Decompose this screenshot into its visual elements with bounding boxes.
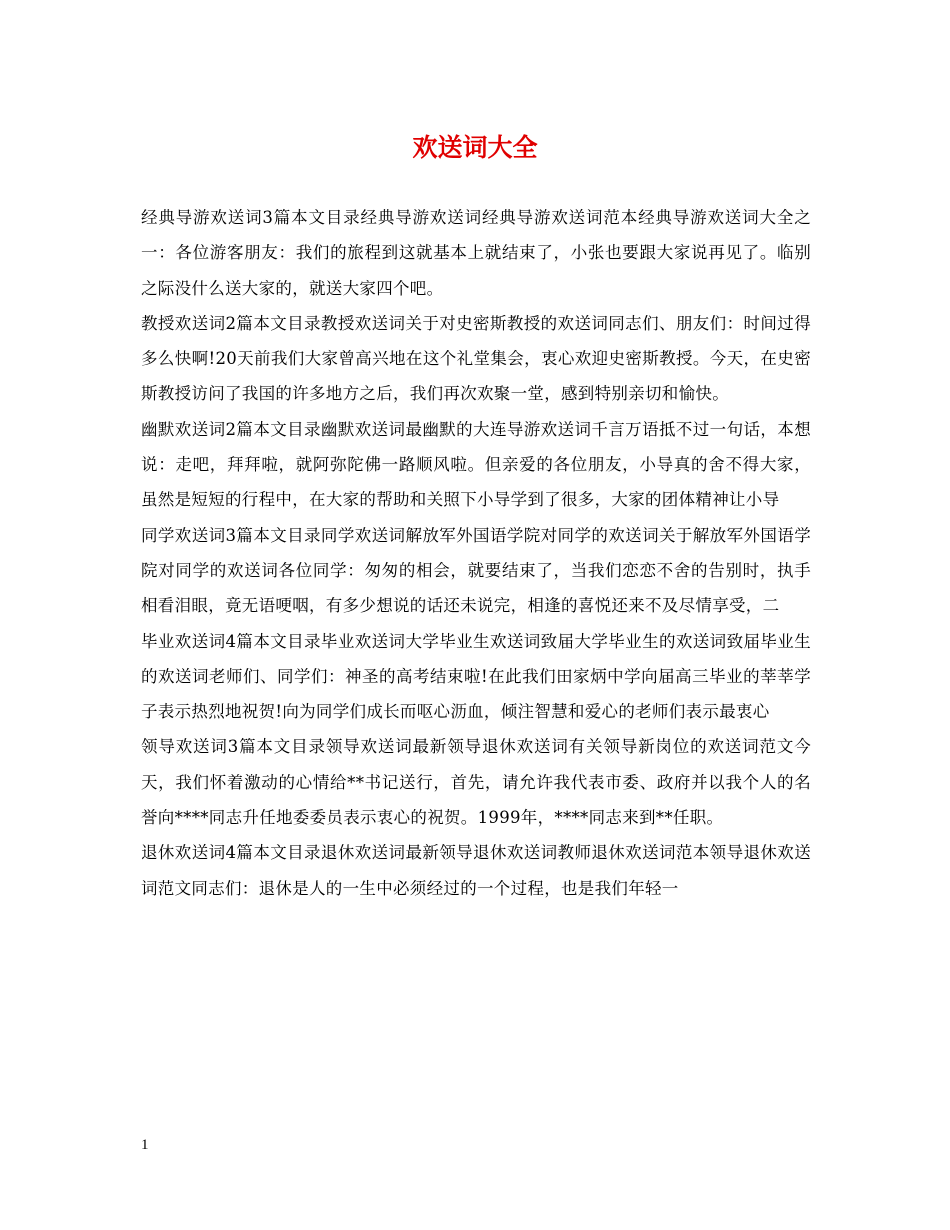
- paragraph-leader-farewell: 领导欢送词3篇本文目录领导欢送词最新领导退休欢送词有关领导新岗位的欢送词范文今天，我们怀着激动的心情给**书记送行，首先，请允许我代表市委、政府并以我个人的名誉向****同志升任地委委员表示衷心的祝贺。1999年，****同志来到**任职。: [141, 737, 811, 828]
- document-title: 欢送词大全: [412, 133, 538, 162]
- document-body: [141, 200, 811, 906]
- paragraph-retirement-farewell: 退休欢送词4篇本文目录退休欢送词最新领导退休欢送词教师退休欢送词范本领导退休欢送词范文同志们：退休是人的一生中必须经过的一个过程，也是我们年轻一: [141, 843, 811, 898]
- paragraph-graduation-farewell: 毕业欢送词4篇本文目录毕业欢送词大学毕业生欢送词致届大学毕业生的欢送词致届毕业生的欢送词老师们、同学们：神圣的高考结束啦!在此我们田家炳中学向届高三毕业的莘莘学子表示热烈地祝贺!向为同学们成长而呕心沥血，倾注智慧和爱心的老师们表示最衷心: [141, 631, 811, 722]
- paragraph-humorous-farewell: 幽默欢送词2篇本文目录幽默欢送词最幽默的大连导游欢送词千言万语抵不过一句话，本想说：走吧，拜拜啦，就阿弥陀佛一路顺风啦。但亲爱的各位朋友，小导真的舍不得大家，虽然是短短的行程中，在大家的帮助和关照下小导学到了很多，大家的团体精神让小导: [141, 419, 811, 510]
- paragraph-professor-farewell: 教授欢送词2篇本文目录教授欢送词关于对史密斯教授的欢送词同志们、朋友们：时间过得多么快啊!20天前我们大家曾高兴地在这个礼堂集会，衷心欢迎史密斯教授。今天，在史密斯教授访问了我国的许多地方之后，我们再次欢聚一堂，感到特别亲切和愉快。: [141, 313, 811, 404]
- page-number: 1: [141, 1137, 149, 1153]
- paragraph-tour-guide-farewell: 经典导游欢送词3篇本文目录经典导游欢送词经典导游欢送词范本经典导游欢送词大全之一：各位游客朋友：我们的旅程到这就基本上就结束了，小张也要跟大家说再见了。临别之际没什么送大家的，就送大家四个吧。: [141, 208, 811, 298]
- paragraph-classmate-farewell: 同学欢送词3篇本文目录同学欢送词解放军外国语学院对同学的欢送词关于解放军外国语学院对同学的欢送词各位同学：匆匆的相会，就要结束了，当我们恋恋不舍的告别时，执手相看泪眼，竟无语哽咽，有多少想说的话还未说完，相逢的喜悦还来不及尽情享受，二: [141, 525, 811, 616]
